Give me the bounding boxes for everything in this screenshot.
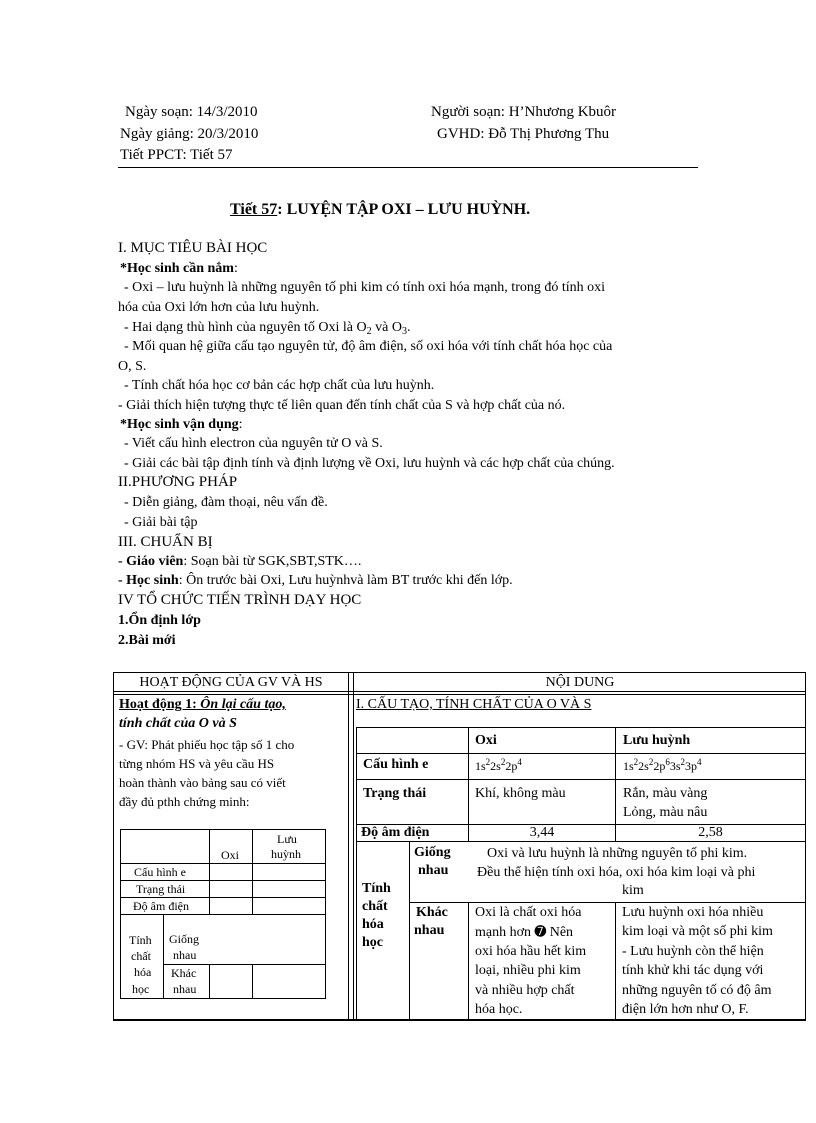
section1-sub1 — [120, 261, 238, 277]
row-trangthai: Trạng thái — [363, 786, 427, 801]
tiet-ppct: Tiết PPCT: Tiết 57 — [120, 147, 233, 163]
cfg: 3p — [685, 759, 698, 773]
mini-line — [120, 829, 326, 830]
sub1-colon: : — [233, 261, 238, 276]
section3-gv — [118, 554, 361, 570]
item2-b: và O — [371, 320, 402, 335]
item3-line1: - Mối quan hệ giữa cấu tạo nguyên tử, độ âm điện, số oxi hóa với tính chất hóa học của — [124, 339, 613, 354]
activity-title-a: Hoạt động 1: — [119, 697, 197, 712]
s-en: 2,58 — [698, 825, 723, 840]
mini-line — [209, 829, 210, 915]
gv-label: - Giáo viên — [118, 554, 184, 569]
mini-row-doam: Độ âm điện — [133, 899, 189, 913]
mini-row-trangthai: Trạng thái — [136, 882, 186, 896]
table-header-divider-b — [113, 694, 806, 695]
khac-oxi-1: Oxi là chất oxi hóa — [475, 905, 582, 920]
item2-c: . — [406, 320, 411, 335]
section2-item2: - Giải bài tập — [124, 515, 198, 530]
cfg-sup: 2 — [680, 757, 686, 767]
mini-khac-2: nhau — [173, 982, 197, 996]
inner-line — [356, 727, 805, 728]
item1-line1: - Oxi – lưu huỳnh là những nguyên tố phi kim có tính oxi hóa mạnh, trong đó tính oxi — [124, 280, 606, 295]
giong-2: nhau — [418, 863, 449, 878]
giong-text-1: Oxi và lưu huỳnh là những nguyên tố phi kim. — [487, 846, 748, 861]
activity-desc-2: từng nhóm HS và yêu cầu HS — [119, 756, 275, 771]
mini-row-cauhinh: Cấu hình e — [134, 865, 186, 879]
mini-giong-1: Giống — [169, 932, 199, 946]
right-section-title: I. CẤU TẠO, TÍNH CHẤT CỦA O VÀ S — [356, 697, 592, 712]
mini-line — [163, 964, 326, 965]
mini-tinhchat-3: hóa — [134, 965, 152, 979]
item2-sub1: 2 — [366, 326, 372, 337]
section1-sub2 — [120, 417, 243, 433]
page-title — [230, 201, 530, 219]
row-cauhinh: Cấu hình e — [363, 757, 429, 772]
giong-1: Giống — [414, 845, 451, 860]
oxi-config — [475, 757, 522, 774]
cfg-sup: 2 — [500, 757, 506, 767]
mini-tinhchat-4: học — [132, 982, 150, 996]
cfg-sup: 4 — [517, 757, 522, 767]
activity-desc-3: hoàn thành vào bảng sau có viết — [119, 775, 286, 790]
cfg: 1s — [623, 759, 634, 773]
cfg-sup: 4 — [697, 757, 702, 767]
tinhchat-3: hóa — [362, 917, 384, 932]
mini-tinhchat-2: chất — [131, 949, 151, 963]
activity-desc-1: - GV: Phát phiếu học tập số 1 cho — [119, 737, 295, 752]
mini-line — [325, 829, 326, 999]
tinhchat-2: chất — [362, 899, 388, 914]
table-col-divider-a — [348, 672, 349, 1020]
section3-heading: III. CHUẨN BỊ — [118, 534, 213, 550]
mini-col-luu-1: Lưu — [277, 832, 297, 846]
khac-oxi-4: loại, nhiều phi kim — [475, 963, 581, 978]
mini-line — [209, 964, 210, 999]
ngay-soan: Ngày soạn: 14/3/2010 — [125, 104, 258, 120]
inner-line — [356, 841, 805, 842]
khac-oxi-2: mạnh hơn ➐ Nên — [475, 925, 574, 940]
cfg: 2s — [490, 759, 501, 773]
khac-oxi-5: và nhiều hợp chất — [475, 983, 575, 998]
section4-heading: IV TỔ CHỨC TIẾN TRÌNH DẠY HỌC — [118, 592, 362, 608]
cfg-sup: 6 — [665, 757, 670, 767]
khac-oxi-6: hóa học. — [475, 1002, 523, 1017]
s-state-1: Rắn, màu vàng — [623, 786, 708, 801]
khac-s-5: những nguyên tố có độ âm — [622, 983, 772, 998]
title-prefix: Tiết 57 — [230, 201, 278, 218]
mini-line — [252, 964, 253, 999]
gv-text: : Soạn bài từ SGK,SBT,STK…. — [183, 554, 362, 569]
header-divider — [118, 167, 698, 168]
mini-line — [120, 998, 326, 999]
section3-hs — [118, 573, 513, 589]
tinhchat-4: học — [362, 935, 383, 950]
col-luu-huynh: Lưu huỳnh — [623, 733, 691, 748]
item6: - Viết cấu hình electron của nguyên tử O và S. — [124, 436, 383, 451]
mini-tinhchat-1: Tính — [129, 933, 152, 947]
table-header-divider-a — [113, 691, 806, 692]
mini-line — [120, 863, 326, 864]
cfg-sup: 2 — [485, 757, 491, 767]
sub2-label: *Học sinh vận dụng — [120, 417, 239, 432]
ngay-giang: Ngày giảng: 20/3/2010 — [120, 126, 259, 142]
section4-item1: 1.Ổn định lớp — [118, 613, 201, 628]
khac-oxi-3: oxi hóa hầu hết kim — [475, 944, 587, 959]
sub2-colon: : — [238, 417, 243, 432]
table-col-divider-b — [353, 672, 354, 1020]
oxi-en: 3,44 — [529, 825, 555, 840]
mini-line — [120, 829, 121, 999]
item7: - Giải các bài tập định tính và định lượng về Oxi, lưu huỳnh và các hợp chất của chúng. — [124, 456, 615, 471]
hs-text: : Ôn trước bài Oxi, Lưu huỳnhvà làm BT trước khi đến lớp. — [178, 573, 513, 588]
title-rest: : LUYỆN TẬP OXI – LƯU HUỲNH. — [277, 201, 531, 218]
table-left-border — [113, 672, 114, 1020]
item5: - Giải thích hiện tượng thực tế liên quan đến tính chất của S và hợp chất của nó. — [118, 398, 566, 413]
hs-label: - Học sinh — [118, 573, 179, 588]
right-column-header: NỘI DUNG — [545, 675, 615, 690]
mini-line — [120, 914, 326, 915]
cfg: 2p — [505, 759, 518, 773]
mini-line — [120, 880, 326, 881]
table-right-border — [805, 672, 806, 1020]
giong-text-3: kim — [622, 883, 644, 898]
table-top-border — [113, 672, 806, 673]
giong-text-2: Đều thể hiện tính oxi hóa, oxi hóa kim loại và phi — [477, 865, 756, 880]
khac-s-1: Lưu huỳnh oxi hóa nhiều — [622, 905, 764, 920]
khac-s-2: kim loại và một số phi kim — [622, 924, 773, 939]
khac-s-6: điện lớn hơn như O, F. — [622, 1002, 749, 1017]
inner-line — [356, 779, 805, 780]
khac-s-3: - Lưu huỳnh còn thể hiện — [622, 944, 764, 959]
khac-s-4: tính khử khi tác dụng với — [622, 963, 764, 978]
inner-line — [356, 727, 357, 1020]
tinhchat-1: Tính — [362, 881, 391, 896]
mini-khac-1: Khác — [171, 966, 197, 980]
table-bottom-border — [113, 1019, 806, 1021]
item4: - Tính chất hóa học cơ bản các hợp chất của lưu huỳnh. — [124, 378, 435, 393]
mini-line — [120, 897, 326, 898]
section2-heading: II.PHƯƠNG PHÁP — [118, 474, 238, 490]
cfg: 2p — [653, 759, 666, 773]
khac-1: Khác — [416, 905, 448, 920]
mini-col-oxi: Oxi — [221, 848, 239, 862]
oxi-state: Khí, không màu — [475, 786, 566, 801]
activity-title-b: Ôn lại cấu tạo, — [196, 697, 286, 712]
cfg-sup: 2 — [633, 757, 639, 767]
item1-line2: hóa của Oxi lớn hơn của lưu huỳnh. — [118, 300, 320, 315]
cfg: 1s — [475, 759, 486, 773]
activity-title — [119, 697, 286, 713]
item3-line2: O, S. — [118, 359, 147, 374]
sub1-label: *Học sinh cần nắm — [120, 261, 234, 276]
item2 — [124, 320, 410, 337]
col-oxi: Oxi — [475, 733, 497, 748]
cfg: 3s — [669, 759, 681, 773]
inner-line — [468, 902, 469, 1020]
gvhd: GVHD: Đỗ Thị Phương Thu — [437, 126, 610, 142]
item2-sub2: 3 — [401, 326, 407, 337]
mini-giong-2: nhau — [173, 948, 197, 962]
row-doam: Độ âm điện — [361, 825, 430, 840]
inner-line — [409, 841, 410, 1020]
activity-desc-4: đầy đủ pthh chứng minh: — [119, 794, 250, 809]
mini-line — [163, 914, 164, 999]
s-config — [623, 757, 702, 774]
section1-heading: I. MỤC TIÊU BÀI HỌC — [118, 240, 268, 256]
mini-col-luu-2: huỳnh — [271, 847, 301, 861]
item2-a: - Hai dạng thù hình của nguyên tố Oxi là O — [124, 320, 367, 335]
section2-item1: - Diễn giảng, đàm thoại, nêu vấn đề. — [124, 495, 328, 510]
left-column-header: HOẠT ĐỘNG CỦA GV VÀ HS — [139, 675, 323, 690]
nguoi-soan: Người soạn: H’Nhương Kbuôr — [431, 104, 617, 120]
mini-line — [252, 829, 253, 915]
inner-line — [356, 753, 805, 754]
s-state-2: Lỏng, màu nâu — [623, 805, 708, 820]
activity-subtitle: tính chất của O và S — [119, 716, 237, 731]
section4-item2: 2.Bài mới — [118, 633, 176, 648]
khac-2: nhau — [414, 923, 445, 938]
cfg: 2s — [638, 759, 649, 773]
inner-line — [615, 902, 616, 1020]
cfg-sup: 2 — [648, 757, 654, 767]
